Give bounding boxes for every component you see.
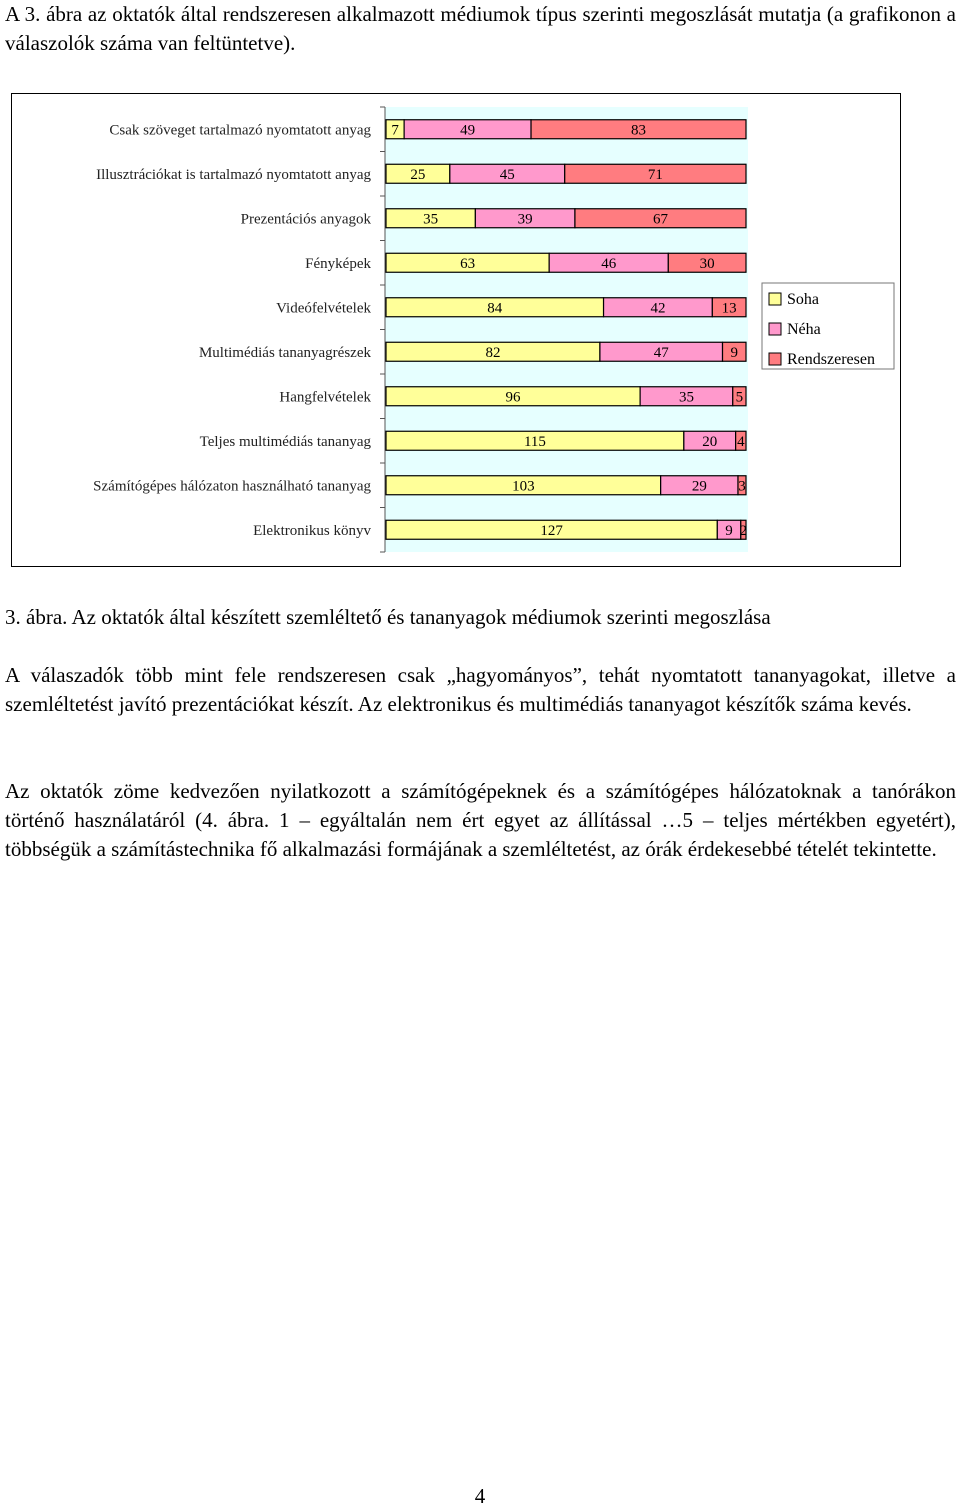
stacked-bar-chart	[11, 93, 901, 567]
data-label: 96	[505, 389, 521, 406]
data-label: 3	[738, 478, 746, 495]
data-label: 13	[721, 300, 737, 317]
data-label: 46	[601, 255, 617, 272]
category-label: Hangfelvételek	[279, 389, 371, 406]
category-label: Fényképek	[305, 255, 371, 272]
legend-label: Rendszeresen	[787, 351, 875, 368]
data-label: 67	[652, 211, 668, 228]
legend-swatch	[769, 323, 781, 335]
category-label: Videófelvételek	[276, 300, 371, 317]
legend-label: Soha	[787, 291, 819, 308]
data-label: 84	[487, 300, 503, 317]
data-label: 49	[460, 122, 476, 139]
category-label: Számítógépes hálózaton használható tananyag	[93, 478, 371, 495]
body-paragraph-1: A válaszadók több mint fele rendszeresen csak „hagyományos”, tehát nyomtatott tananyagokat, illetve a szemléltetést javító prezentációkat készít. Az elektronikus és multimédiás tananyagot készítők száma kevés.	[5, 663, 956, 716]
figure-caption: 3. ábra. Az oktatók által készített szemléltető és tananyagok médiumok szerinti megoszlása	[5, 605, 771, 629]
data-label: 25	[410, 166, 426, 183]
data-label: 5	[735, 389, 744, 406]
data-label: 82	[485, 344, 501, 361]
data-label: 4	[737, 433, 745, 450]
category-label: Multimédiás tananyagrészek	[198, 344, 371, 361]
data-label: 20	[702, 433, 718, 450]
category-label: Prezentációs anyagok	[240, 211, 371, 228]
data-label: 7	[391, 122, 399, 139]
category-label: Illusztrációkat is tartalmazó nyomtatott anyag	[96, 166, 371, 183]
data-label: 35	[423, 211, 439, 228]
legend-swatch	[769, 353, 781, 365]
data-label: 29	[691, 478, 707, 495]
data-label: 83	[631, 122, 647, 139]
data-label: 47	[653, 344, 669, 361]
data-label: 115	[523, 433, 546, 450]
page-number: 4	[474, 1484, 486, 1508]
data-label: 30	[699, 255, 715, 272]
category-label: Teljes multimédiás tananyag	[199, 433, 371, 450]
legend-label: Néha	[787, 321, 821, 338]
category-label: Csak szöveget tartalmazó nyomtatott anyag	[109, 122, 371, 139]
chart-svg	[12, 94, 900, 566]
data-label: 63	[460, 255, 476, 272]
data-label: 42	[650, 300, 666, 317]
data-label: 103	[512, 478, 535, 495]
intro-paragraph: A 3. ábra az oktatók által rendszeresen alkalmazott médiumok típus szerinti megoszlását mutatja (a grafikonon a válaszolók száma van feltüntetve).	[5, 2, 956, 55]
category-label: Elektronikus könyv	[253, 522, 371, 539]
data-label: 45	[499, 166, 515, 183]
data-label: 39	[517, 211, 533, 228]
body-paragraph-2: Az oktatók zöme kedvezően nyilatkozott a számítógépeknek és a számítógépes hálózatoknak a tanórákon történő használatáról (4. ábra. 1 – egyáltalán nem ért egyet az állítással …5 – teljes mértékben egyetért), többségük a számítástechnika fő alkalmazási formájának a szemléltetést, az órák érdekesebbé tételét tekintette.	[5, 779, 956, 861]
data-label: 35	[678, 389, 694, 406]
data-label: 2	[739, 522, 748, 539]
data-label: 71	[647, 166, 663, 183]
data-label: 9	[730, 344, 739, 361]
data-label: 9	[725, 522, 733, 539]
legend-swatch	[769, 293, 781, 305]
data-label: 127	[540, 522, 563, 539]
